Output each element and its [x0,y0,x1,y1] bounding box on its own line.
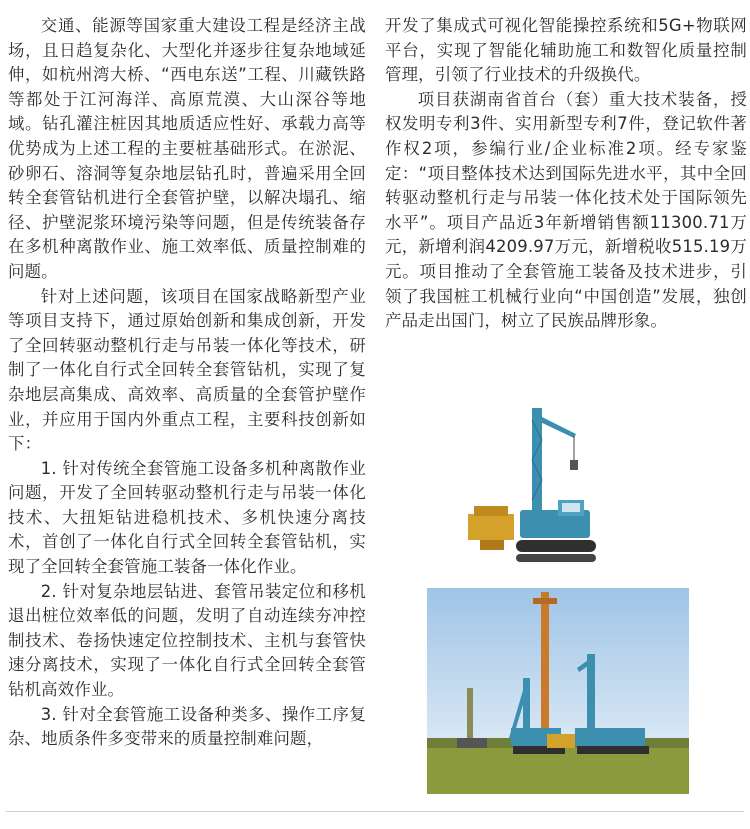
intro-paragraph: 交通、能源等国家重大建设工程是经济主战场，且日趋复杂化、大型化并逐步往复杂地域延伸，如杭州湾大桥、“西电东送”工程、川藏铁路等都处于江河海洋、高原荒漠、大山深谷等地域。钻孔灌注桩因其地质适应性好、承载力高等优势成为上述工程的主要桩基础形式。在淤泥、砂卵石、溶洞等复杂地层钻孔时，普遍采用全回转全套管钻机进行全套管护壁，以解决塌孔、缩径、护壁泥浆环境污染等问题，但是传统装备存在多机种离散作业、施工效率低、质量控制难的问题。 [8,16,366,281]
problem-paragraph: 针对上述问题，该项目在国家战略新型产业等项目支持下，通过原始创新和集成创新，开发了全回转驱动整机行走与吊装一体化等技术，研制了一体化自行式全回转全套管钻机，实现了复杂地层高集成、高效率、高质量的全套管护壁作业，并应用于国内外重点工程，主要科技创新如下： [8,286,366,454]
right-column [385,14,747,334]
innovation-3-continued-paragraph: 开发了集成式可视化智能操控系统和5G+物联网平台，实现了智能化辅助施工和数智化质量控制管理，引领了行业技术的升级换代。 [385,16,747,85]
innovation-1-paragraph: 1. 针对传统全套管施工设备多机种离散作业问题，开发了全回转驱动整机行走与吊装一体化技术、大扭矩钻进稳机技术、多机快速分离技术，首创了一体化自行式全回转全套管钻机，实现了全回转全套管施工装备一体化作业。 [8,458,366,577]
drilling-rig-photo [450,400,622,572]
left-column [8,14,366,752]
bottom-divider [6,811,744,812]
achievements-paragraph: 项目获湖南省首台（套）重大技术装备，授权发明专利3件、实用新型专利7件，登记软件著作权2项，参编行业/企业标准2项。经专家鉴定：“项目整体技术达到国际先进水平，其中全回转驱动整机行走与吊装一体化技术处于国际领先水平”。项目产品近3年新增销售额11300.71万元，新增利润4209.97万元，新增税收515.19万元。项目推动了全套管施工装备及技术进步，引领了我国桩工机械行业向“中国创造”发展，独创产品走出国门，树立了民族品牌形象。 [385,89,747,331]
construction-site-illustration [427,588,689,794]
innovation-2-paragraph: 2. 针对复杂地层钻进、套管吊装定位和移机退出桩位效率低的问题，发明了自动连续夯冲控制技术、卷扬快速定位控制技术、主机与套管快速分离技术，实现了一体化自行式全回转全套管钻机高效作业。 [8,581,366,700]
innovation-3-paragraph: 3. 针对全套管施工设备种类多、操作工序复杂、地质条件多变带来的质量控制难问题， [8,704,366,749]
drilling-rig-illustration [450,400,622,572]
construction-site-photo [427,588,689,794]
